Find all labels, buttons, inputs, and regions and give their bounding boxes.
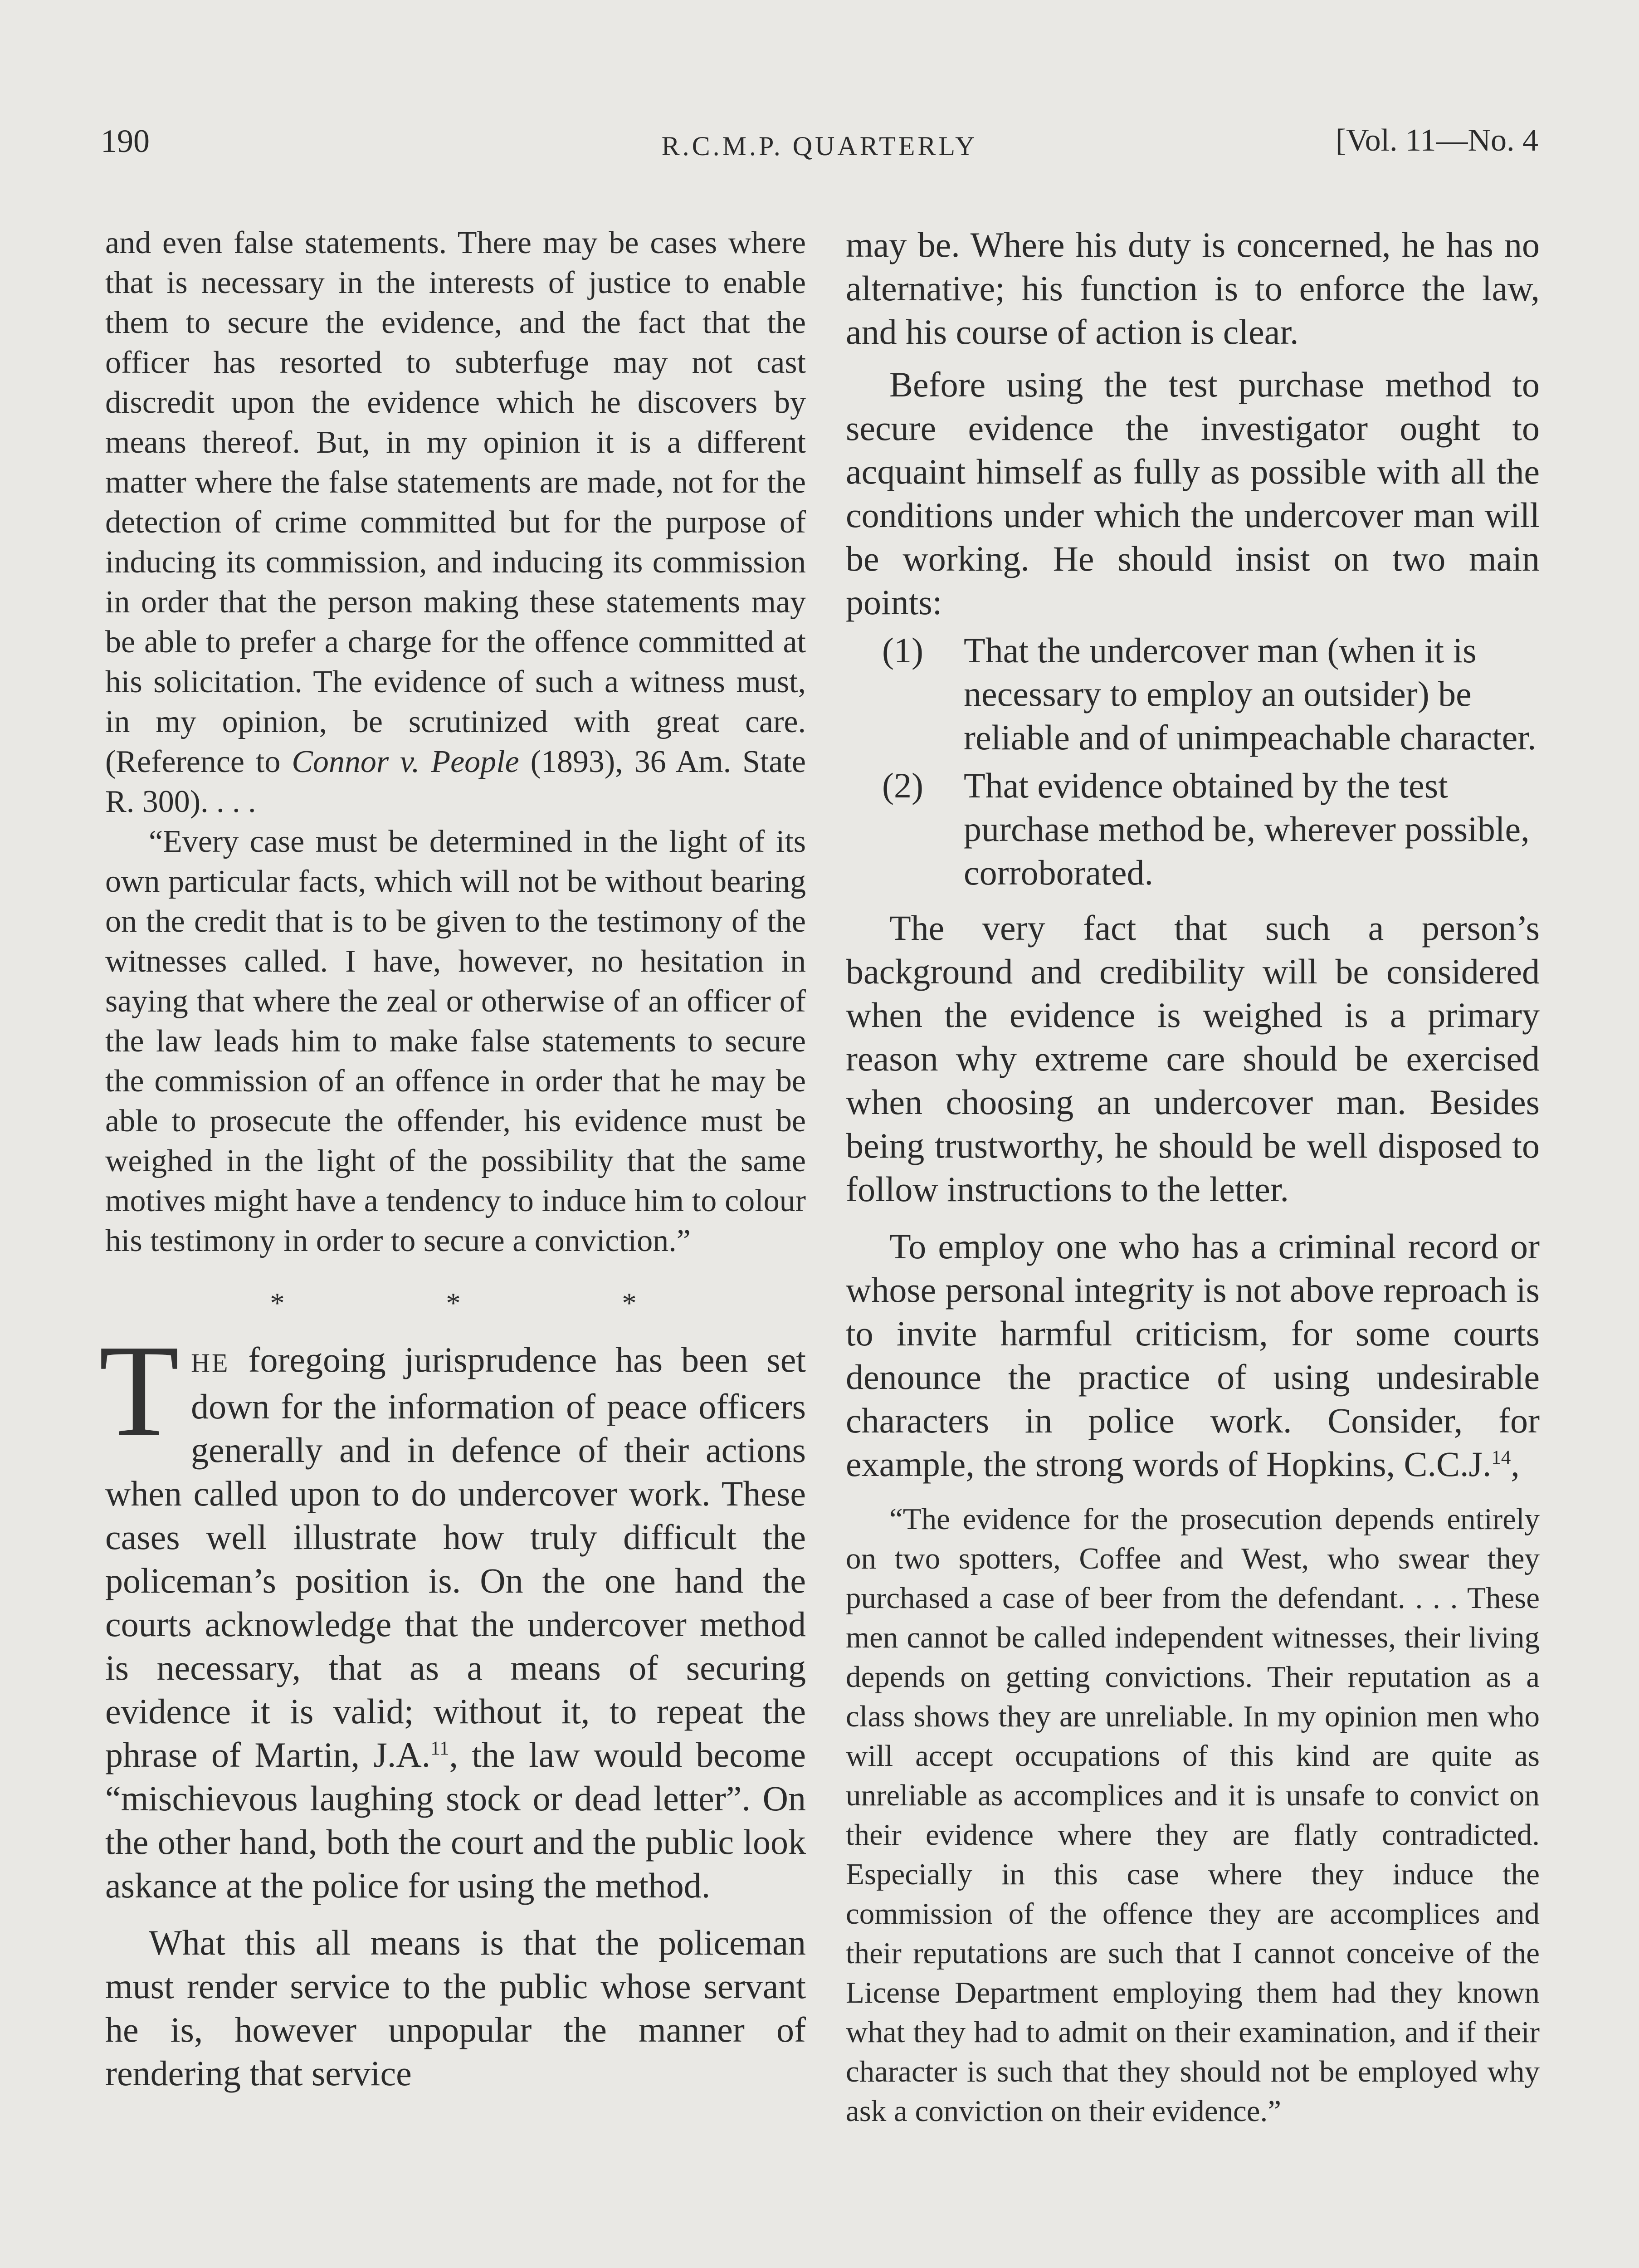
page-header	[0, 122, 1639, 177]
case-citation: Connor v. People	[292, 744, 519, 779]
left-para-3: THE foregoing jurisprudence has been set down for the information of peace officers generally and in defence of their actions when called upon to do undercover work. These cases well illustrate how truly difficult the policeman’s position is. On the one hand the courts acknowledge that the undercover method is necessary, that as a means of securing evidence it is valid; without it, to repeat the phrase of Martin, J.A.$^{11}$, the law would become “mischievous laughing stock or dead letter”. On the other hand, both the court and the public look askance at the police for using the method.	[99, 1318, 806, 1905]
hopkins-quote: “The evidence for the prosecution depends entirely on two spotters, Coffee and West, who swear they purchased a case of beer from the defendant. . . . These men cannot be called independent witnesses, their living depends on getting convictions. Their reputation as a class shows they are unreliable. In my opinion men who will accept occupations of this kind are quite as unreliable as accomplices and it is unsafe to convict on their evidence where they are flatly contradicted. Especially in this case where they induce the commission of the offence they are accomplices and their reputations are such that I cannot conceive of the License Department employing them had they known what they had to admit on their examination, and if their character is such that they should not be employed why ask a conviction on their evidence.”	[846, 1502, 1540, 2128]
left-column	[99, 223, 806, 2095]
list-item: (2) That evidence obtained by the test purchase method be, wherever possible, corroborated.	[882, 766, 1530, 892]
left-para-4: What this all means is that the policeman must render service to the public whose servant he is, however unpopular the manner of rendering that service	[105, 1923, 806, 2093]
right-para-1: may be. Where his duty is concerned, he has no alternative; his function is to enforce the law, and his course of action is clear.	[846, 225, 1540, 352]
running-title: R.C.M.P. QUARTERLY	[661, 131, 978, 161]
list-item: (1) That the undercover man (when it is necessary to employ an outsider) be reliable and of unimpeachable character.	[882, 631, 1537, 757]
right-para-4: To employ one who has a criminal record or whose personal integrity is not above reproach is to invite harmful criticism, for some courts denounce the practice of using undesirable characters in police work. Consider, for example, the strong words of Hopkins, C.C.J.$^{14}$,	[846, 1227, 1540, 1484]
left-para-2: “Every case must be determined in the light of its own particular facts, which will not be without bearing on the credit that is to be given to the testimony of the witnesses called. I have, however, no hesitation in saying that where the zeal or otherwise of an officer of the law leads him to make false statements to secure the commission of an offence in order that he may be able to prosecute the offender, his evidence must be weighed in the light of the possibility that the same motives might have a tendency to induce him to colour his testimony in order to secure a conviction.”	[105, 824, 806, 1258]
conditions-list	[846, 629, 1540, 894]
page-number: 190	[101, 123, 150, 159]
drop-cap: T	[99, 1318, 180, 1463]
right-para-3: The very fact that such a person’s background and credibility will be considered when the evidence is weighed is a primary reason why extreme care should be exercised when choosing an undercover man. Besides being trustworthy, he should be well disposed to follow instructions to the letter.	[846, 908, 1540, 1209]
left-para-1: and even false statements. There may be cases where that is necessary in the interests of justice to enable them to secure the evidence, and the fact that the officer has resorted to subterfuge may not cast discredit upon the evidence which he discovers by means thereof. But, in my opinion it is a different matter where the false statements are made, not for the detection of crime committed but for the purpose of inducing its commission, and inducing its commission in order that the person making these statements may be able to prefer a charge for the offence committed at his solicitation. The evidence of such a witness must, in my opinion, be scrutinized with great care. (Reference to Connor v. People (1893), 36 Am. State R. 300). . . .	[105, 225, 806, 819]
section-separator: * * *	[270, 1287, 714, 1319]
right-column	[846, 223, 1540, 2131]
right-para-2: Before using the test purchase method to secure evidence the investigator ought to acquaint himself as fully as possible with all the conditions under which the undercover man will be working. He should insist on two main points:	[846, 365, 1540, 622]
issue-label: [Vol. 11—No. 4	[1335, 123, 1538, 158]
